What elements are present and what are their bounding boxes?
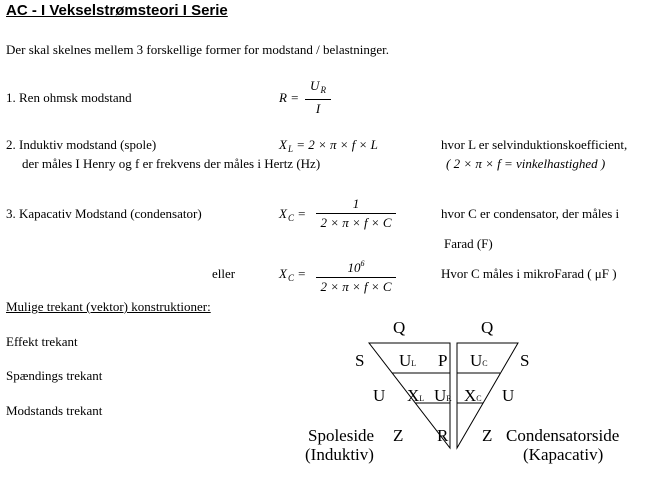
item3b-num-exp: 6 [360,259,365,268]
right-label-u: U [502,386,515,405]
item2-line2: der måles I Henry og f er frekvens der måles i Hertz (Hz) [22,156,321,171]
item2-label: 2. Induktiv modstand (spole) [6,137,157,152]
item3b-note: Hvor C måles i mikroFarad ( μF ) [441,266,617,281]
triangle-list-item-effekt: Effekt trekant [6,334,78,349]
middle-label-r: R [437,426,449,445]
right-label-z: Z [482,426,493,445]
item3b-num-base: 10 [347,260,361,275]
left-label-ul: UL [399,351,417,370]
item3-lhs-sub: C [287,213,294,223]
constructions-heading: Mulige trekant (vektor) konstruktioner: [6,299,211,314]
item3-label: 3. Kapacativ Modstand (condensator) [6,206,202,221]
triangle-list-item-spaendings: Spændings trekant [6,368,103,383]
item3-note1: hvor C er condensator, der måles i [441,206,620,221]
item3b-lhs-sub: C [287,273,294,283]
intro-text: Der skal skelnes mellem 3 forskellige former for modstand / belastninger. [6,42,390,57]
item3-note2: Farad (F) [444,236,493,251]
right-caption-2: (Kapacativ) [523,445,604,464]
item1-num: U [310,78,320,93]
item3b-or: eller [212,266,236,281]
item2-lhs-sub: L [287,144,293,154]
item3b-lhs: X [279,266,287,281]
item2-note2: ( 2 × π × f = vinkelhastighed ) [446,156,606,171]
triangle-list-item-modstands: Modstands trekant [6,403,103,418]
left-label-z: Z [393,426,404,445]
item2-lhs: X [279,137,287,152]
middle-label-ur: UR [434,386,452,405]
left-caption-1: Spoleside [308,426,375,445]
item3-den: 2 × π × f × C [320,215,392,230]
left-label-q: Q [393,318,406,337]
item2-note1: hvor L er selvinduktionskoefficient, [441,137,628,152]
left-label-s: S [355,351,365,370]
item3b-den: 2 × π × f × C [320,279,392,294]
right-label-s: S [520,351,530,370]
item3b-eq: = [297,266,306,281]
item1-num-sub: R [320,85,326,95]
left-caption-2: (Induktiv) [305,445,374,464]
right-caption-1: Condensatorside [506,426,620,445]
item3-eq: = [297,206,306,221]
left-label-xl: XL [407,386,425,405]
right-label-q: Q [481,318,494,337]
page-title: AC - I Vekselstrømsteori I Serie [6,2,228,19]
item1-den: I [315,101,321,116]
right-label-xc: XC [464,386,482,405]
item3-num: 1 [352,196,360,211]
item3-lhs: X [279,206,287,221]
item1-lhs: R = [279,90,299,105]
left-label-u: U [373,386,386,405]
item1-label: 1. Ren ohmsk modstand [6,90,132,105]
right-label-uc: UC [470,351,488,370]
middle-label-p: P [438,351,448,370]
item2-rhs: = 2 × π × f × L [296,137,378,152]
